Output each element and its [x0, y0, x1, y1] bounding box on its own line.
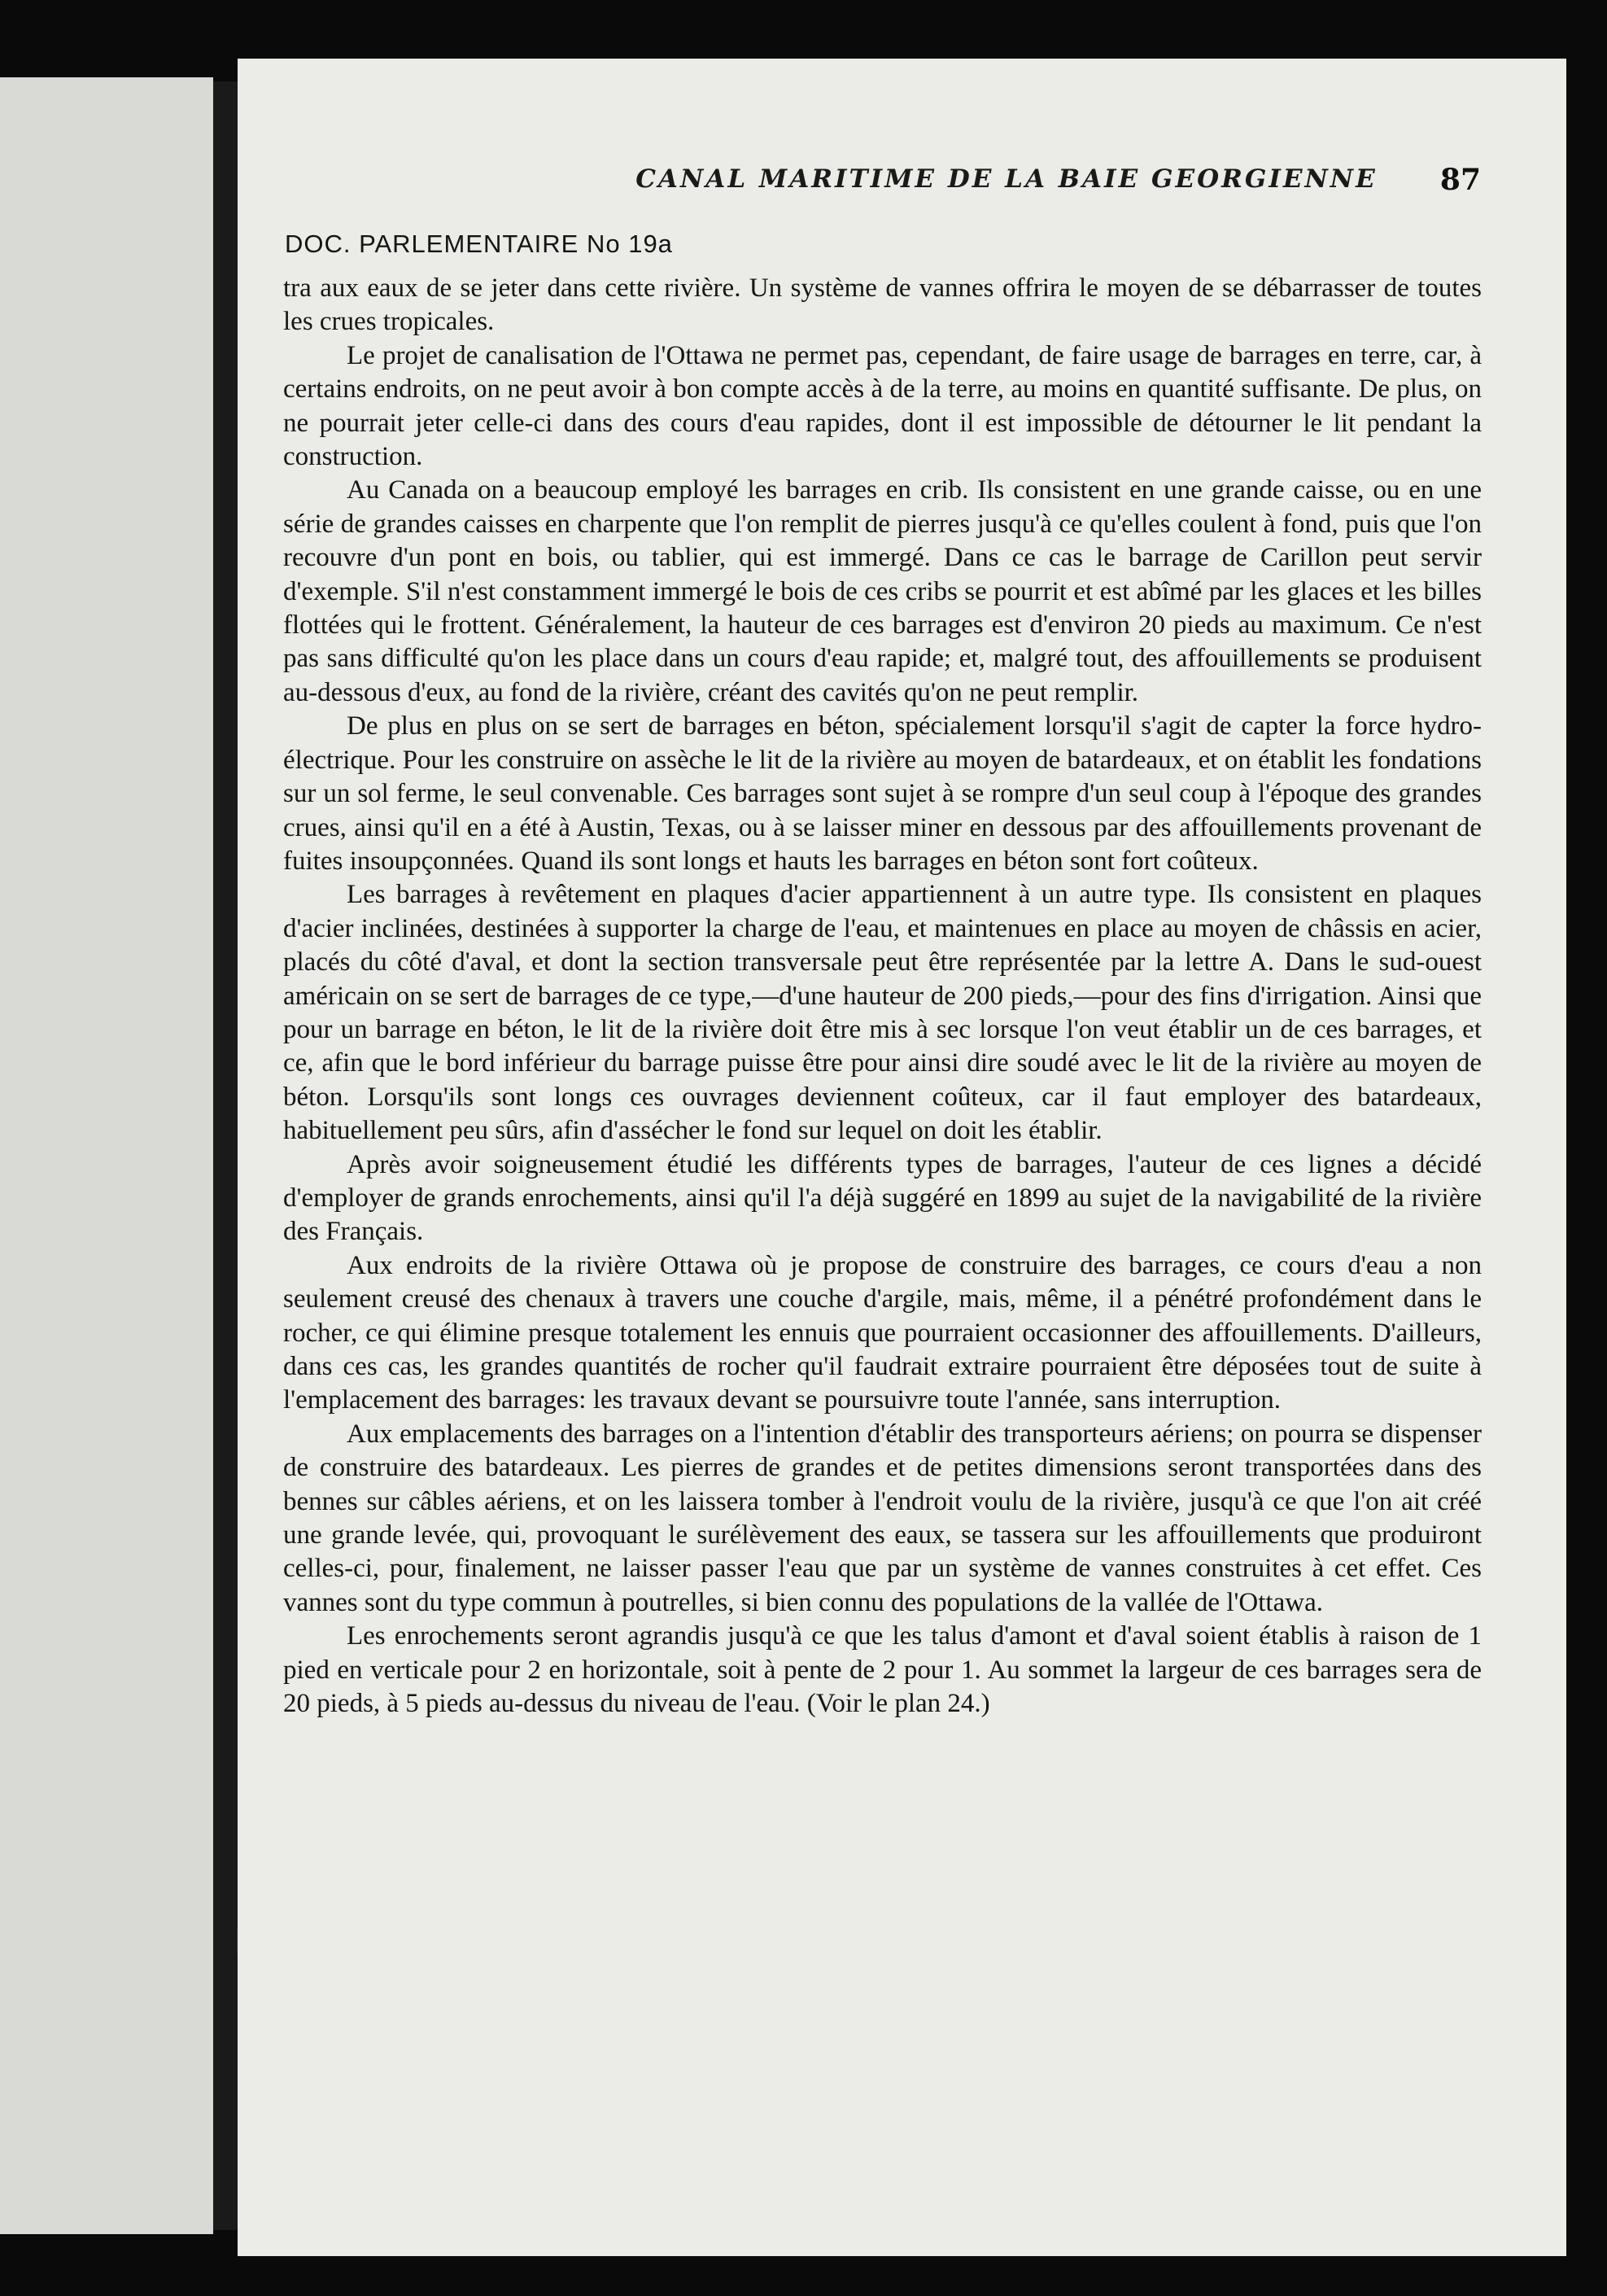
document-label: DOC. PARLEMENTAIRE No 19a: [285, 230, 673, 258]
page-number: 87: [1439, 163, 1481, 197]
paragraph: Au Canada on a beaucoup employé les barrages en crib. Ils consistent en une grande caisse, ou en une série de grandes caisses en charpente que l'on remplit de pierres jusqu'à ce qu'elles coulent à fond, puis que l'on recouvre d'un pont en bois, ou tablier, qui est immergé. Dans ce cas le barrage de Carillon peut servir d'exemple. S'il n'est constamment immergé le bois de ces cribs se pourrit et est abîmé par les glaces et les billes flottées qui le frottent. Généralement, la hauteur de ces barrages est d'environ 20 pieds au maximum. Ce n'est pas sans difficulté qu'on les place dans un cours d'eau rapide; et, malgré tout, des affouillements se produisent au-dessous d'eux, au fond de la rivière, créant des cavités qu'on ne peut remplir.: [283, 475, 1482, 707]
paragraph: Après avoir soigneusement étudié les différents types de barrages, l'auteur de ces lignes a décidé d'employer de grands enrochements, ainsi qu'il l'a déjà suggéré en 1899 au sujet de la navigabilité de la rivière des Français.: [283, 1149, 1482, 1247]
paragraph: Aux endroits de la rivière Ottawa où je propose de construire des barrages, ce cours d'eau a non seulement creusé des chenaux à travers une couche d'argile, mais, même, il a pénétré profondément dans le rocher, ce qui élimine presque totalement les ennuis que pourraient occasionner des affouillements. D'ailleurs, dans ces cas, les grandes quantités de rocher qu'il faudrait extraire pourraient être déposées tout de suite à l'emplacement des barrages: les travaux devant se poursuivre toute l'année, sans interruption.: [283, 1250, 1482, 1415]
paragraph: Aux emplacements des barrages on a l'intention d'établir des transporteurs aériens; on pourra se dispenser de construire des batardeaux. Les pierres de grandes et de petites dimensions seront transportées dans des bennes sur câbles aériens, et on les laissera tomber à l'endroit voulu de la rivière, jusqu'à ce que l'on ait créé une grande levée, qui, provoquant le surélèvement des eaux, se tassera sur les affouillements que produiront celles-ci, pour, finalement, ne laisser passer l'eau que par un système de vannes construites à cet effet. Ces vannes sont du type commun à poutrelles, si bien connu des populations de la vallée de l'Ottawa.: [283, 1419, 1482, 1617]
paragraph: Les enrochements seront agrandis jusqu'à ce que les talus d'amont et d'aval soient établis à raison de 1 pied en verticale pour 2 en horizontale, soit à pente de 2 pour 1. Au sommet la largeur de ces barrages sera de 20 pieds, à 5 pieds au-dessus du niveau de l'eau. (Voir le plan 24.): [283, 1621, 1482, 1719]
paragraph: Le projet de canalisation de l'Ottawa ne permet pas, cependant, de faire usage de barrages en terre, car, à certains endroits, on ne peut avoir à bon compte accès à de la terre, au moins en quantité suffisante. De plus, on ne pourrait jeter celle-ci dans des cours d'eau rapides, dont il est impossible de détourner le lit pendant la construction.: [283, 340, 1482, 472]
running-title: CANAL MARITIME DE LA BAIE GEORGIENNE: [635, 164, 1378, 194]
facing-page-edge: [0, 77, 213, 2234]
document-page: [238, 59, 1566, 2256]
paragraph: De plus en plus on se sert de barrages en béton, spécialement lorsqu'il s'agit de capter la force hydro-électrique. Pour les construire on assèche le lit de la rivière au moyen de batardeaux, et on établit les fondations sur un sol ferme, le seul convenable. Ces barrages sont sujet à se rompre d'un seul coup à l'époque des grandes crues, ainsi qu'il en a été à Austin, Texas, ou à se laisser miner en dessous par des affouillements provenant de fuites insoupçonnées. Quand ils sont longs et hauts les barrages en béton sont fort coûteux.: [283, 711, 1482, 876]
paragraph: tra aux eaux de se jeter dans cette rivière. Un système de vannes offrira le moyen de se débarrasser de toutes les crues tropicales.: [283, 273, 1482, 337]
body-text: [283, 272, 1482, 1721]
book-gutter: [213, 81, 238, 2230]
paragraph: Les barrages à revêtement en plaques d'acier appartiennent à un autre type. Ils consistent en plaques d'acier inclinées, destinées à supporter la charge de l'eau, et maintenues en place au moyen de châssis en acier, placés du côté d'aval, et dont la section transversale peut être représentée par la lettre A. Dans le sud-ouest américain on se sert de barrages de ce type,—d'une hauteur de 200 pieds,—pour des fins d'irrigation. Ainsi que pour un barrage en béton, le lit de la rivière doit être mis à sec lorsque l'on veut établir un de ces barrages, et ce, afin que le bord inférieur du barrage puisse être pour ainsi dire soudé avec le lit de la rivière au moyen de béton. Lorsqu'ils sont longs ces ouvrages deviennent coûteux, car il faut employer des batardeaux, habituellement peu sûrs, afin d'assécher le fond sur lequel on doit les établir.: [283, 880, 1482, 1146]
